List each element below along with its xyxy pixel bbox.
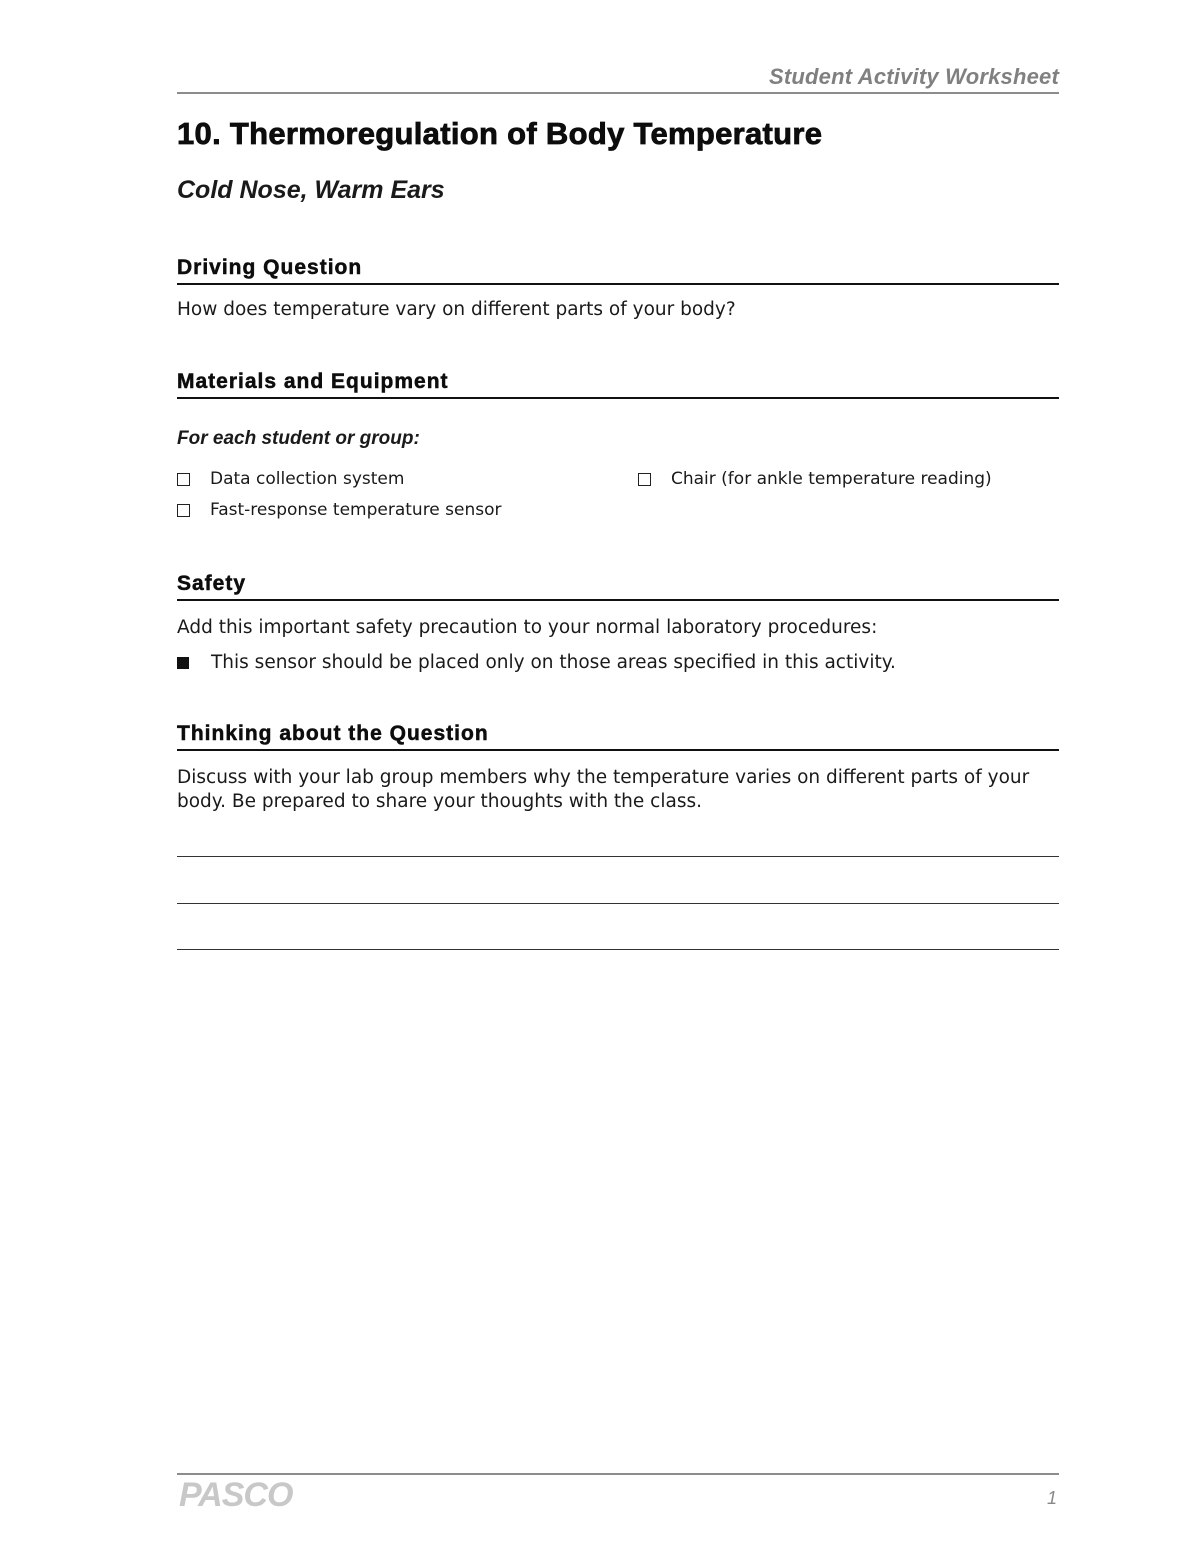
checkbox-icon xyxy=(177,504,190,517)
material-item-label: Data collection system xyxy=(210,469,405,489)
material-item-label: Chair (for ankle temperature reading) xyxy=(671,469,992,489)
footer-rule xyxy=(177,1473,1059,1475)
square-bullet-icon xyxy=(177,657,189,669)
safety-bullet xyxy=(177,652,896,673)
answer-line[interactable] xyxy=(177,856,1059,857)
thinking-text: Discuss with your lab group members why the temperature varies on different parts of your body. Be prepared to share your thoughts with the class. xyxy=(177,767,1030,812)
header-rule xyxy=(177,92,1059,94)
material-item xyxy=(177,469,404,489)
section-heading-materials: Materials and Equipment xyxy=(177,370,1059,399)
checkbox-icon xyxy=(177,473,190,486)
safety-intro: Add this important safety precaution to your normal laboratory procedures: xyxy=(177,617,878,638)
running-header: Student Activity Worksheet xyxy=(768,64,1059,89)
page-number: 1 xyxy=(1046,1488,1057,1508)
driving-question-text: How does temperature vary on different parts of your body? xyxy=(177,299,736,320)
answer-line[interactable] xyxy=(177,903,1059,904)
pasco-logo-text: PASCO xyxy=(179,1478,293,1512)
activity-subtitle: Cold Nose, Warm Ears xyxy=(177,176,445,204)
material-item xyxy=(638,469,992,489)
pasco-logo xyxy=(177,1478,327,1512)
section-heading-thinking: Thinking about the Question xyxy=(177,722,1059,751)
material-item-label: Fast-response temperature sensor xyxy=(210,500,502,520)
material-item xyxy=(177,500,502,520)
answer-line[interactable] xyxy=(177,949,1059,950)
checkbox-icon xyxy=(638,473,651,486)
activity-title: 10. Thermoregulation of Body Temperature xyxy=(177,116,823,151)
materials-group-label: For each student or group: xyxy=(177,428,420,449)
safety-bullet-text: This sensor should be placed only on those areas specified in this activity. xyxy=(211,652,896,673)
section-heading-safety: Safety xyxy=(177,572,1059,601)
section-heading-driving-question: Driving Question xyxy=(177,256,1059,285)
worksheet-page xyxy=(177,0,1059,1553)
